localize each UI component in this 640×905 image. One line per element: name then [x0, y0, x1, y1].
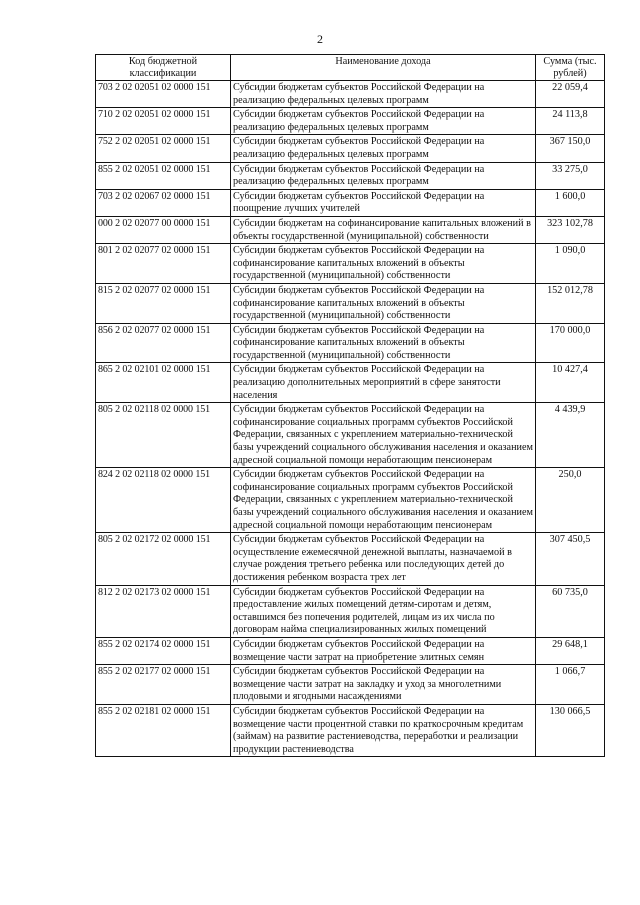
row-name: Субсидии бюджетам субъектов Российской Федерации на возмещение части затрат на закладку и уход за многолетними плодовыми и ягодными насаждениями	[231, 665, 536, 705]
table-row	[96, 216, 605, 243]
row-code: 855 2 02 02051 02 0000 151	[96, 162, 231, 189]
table-row	[96, 704, 605, 756]
row-name: Субсидии бюджетам субъектов Российской Федерации на возмещение части затрат на приобретение элитных семян	[231, 637, 536, 664]
row-name: Субсидии бюджетам субъектов Российской Федерации на реализацию федеральных целевых программ	[231, 108, 536, 135]
row-sum: 24 113,8	[536, 108, 605, 135]
row-code: 801 2 02 02077 02 0000 151	[96, 244, 231, 284]
row-code: 855 2 02 02177 02 0000 151	[96, 665, 231, 705]
row-code: 710 2 02 02051 02 0000 151	[96, 108, 231, 135]
row-sum: 4 439,9	[536, 403, 605, 468]
page-number: 2	[317, 32, 323, 46]
table-row	[96, 403, 605, 468]
row-code: 703 2 02 02067 02 0000 151	[96, 189, 231, 216]
row-sum: 323 102,78	[536, 216, 605, 243]
table-row	[96, 363, 605, 403]
row-code: 703 2 02 02051 02 0000 151	[96, 81, 231, 108]
header-code: Код бюджетной классификации	[96, 55, 231, 81]
row-name: Субсидии бюджетам субъектов Российской Федерации на возмещение части процентной ставки по краткосрочным кредитам (займам) на развитие растениеводства, переработки и реализации продукции растениеводства	[231, 704, 536, 756]
row-code: 824 2 02 02118 02 0000 151	[96, 468, 231, 533]
row-code: 855 2 02 02181 02 0000 151	[96, 704, 231, 756]
table-row	[96, 283, 605, 323]
row-name: Субсидии бюджетам субъектов Российской Федерации на софинансирование социальных программ субъектов Российской Федерации, связанных с укреплением материально-технической базы учреждений социального обслуживания населения и оказанием адресной социальной помощи неработающим пенсионерам	[231, 468, 536, 533]
row-name: Субсидии бюджетам субъектов Российской Федерации на реализацию дополнительных мероприятий в сфере занятости населения	[231, 363, 536, 403]
row-sum: 33 275,0	[536, 162, 605, 189]
row-sum: 60 735,0	[536, 585, 605, 637]
table-row	[96, 135, 605, 162]
row-sum: 307 450,5	[536, 533, 605, 585]
table-row	[96, 533, 605, 585]
row-sum: 1 066,7	[536, 665, 605, 705]
row-sum: 250,0	[536, 468, 605, 533]
table-row	[96, 244, 605, 284]
table-row	[96, 468, 605, 533]
row-name: Субсидии бюджетам субъектов Российской Федерации на осуществление ежемесячной денежной выплаты, назначаемой в случае рождения третьего ребенка или последующих детей до достижения ребенком возраста трех лет	[231, 533, 536, 585]
row-sum: 1 090,0	[536, 244, 605, 284]
row-code: 865 2 02 02101 02 0000 151	[96, 363, 231, 403]
row-sum: 170 000,0	[536, 323, 605, 363]
row-sum: 130 066,5	[536, 704, 605, 756]
table-row	[96, 585, 605, 637]
table-row	[96, 323, 605, 363]
header-sum: Сумма (тыс. рублей)	[536, 55, 605, 81]
row-name: Субсидии бюджетам субъектов Российской Федерации на софинансирование капитальных вложений в объекты государственной (муниципальной) собственности	[231, 244, 536, 284]
row-sum: 367 150,0	[536, 135, 605, 162]
row-name: Субсидии бюджетам на софинансирование капитальных вложений в объекты государственной (муниципальной) собственности	[231, 216, 536, 243]
row-code: 000 2 02 02077 00 0000 151	[96, 216, 231, 243]
row-code: 815 2 02 02077 02 0000 151	[96, 283, 231, 323]
row-name: Субсидии бюджетам субъектов Российской Федерации на реализацию федеральных целевых программ	[231, 135, 536, 162]
revenue-table	[95, 54, 605, 757]
table-header-row	[96, 55, 605, 81]
row-sum: 22 059,4	[536, 81, 605, 108]
row-name: Субсидии бюджетам субъектов Российской Федерации на софинансирование социальных программ субъектов Российской Федерации, связанных с укреплением материально-технической базы учреждений социального обслуживания населения и оказанием адресной социальной помощи неработающим пенсионерам	[231, 403, 536, 468]
table-row	[96, 637, 605, 664]
header-name: Наименование дохода	[231, 55, 536, 81]
row-sum: 152 012,78	[536, 283, 605, 323]
row-sum: 1 600,0	[536, 189, 605, 216]
table-row	[96, 665, 605, 705]
table-row	[96, 189, 605, 216]
row-name: Субсидии бюджетам субъектов Российской Федерации на софинансирование капитальных вложений в объекты государственной (муниципальной) собственности	[231, 323, 536, 363]
table-row	[96, 81, 605, 108]
row-name: Субсидии бюджетам субъектов Российской Федерации на софинансирование капитальных вложений в объекты государственной (муниципальной) собственности	[231, 283, 536, 323]
row-code: 856 2 02 02077 02 0000 151	[96, 323, 231, 363]
table-row	[96, 108, 605, 135]
row-code: 812 2 02 02173 02 0000 151	[96, 585, 231, 637]
row-name: Субсидии бюджетам субъектов Российской Федерации на поощрение лучших учителей	[231, 189, 536, 216]
row-name: Субсидии бюджетам субъектов Российской Федерации на реализацию федеральных целевых программ	[231, 162, 536, 189]
table-row	[96, 162, 605, 189]
row-code: 752 2 02 02051 02 0000 151	[96, 135, 231, 162]
row-code: 855 2 02 02174 02 0000 151	[96, 637, 231, 664]
row-code: 805 2 02 02118 02 0000 151	[96, 403, 231, 468]
row-code: 805 2 02 02172 02 0000 151	[96, 533, 231, 585]
row-name: Субсидии бюджетам субъектов Российской Федерации на реализацию федеральных целевых программ	[231, 81, 536, 108]
row-sum: 10 427,4	[536, 363, 605, 403]
row-sum: 29 648,1	[536, 637, 605, 664]
row-name: Субсидии бюджетам субъектов Российской Федерации на предоставление жилых помещений детям-сиротам и детям, оставшимся без попечения родителей, лицам из их числа по договорам найма специализированных жилых помещений	[231, 585, 536, 637]
